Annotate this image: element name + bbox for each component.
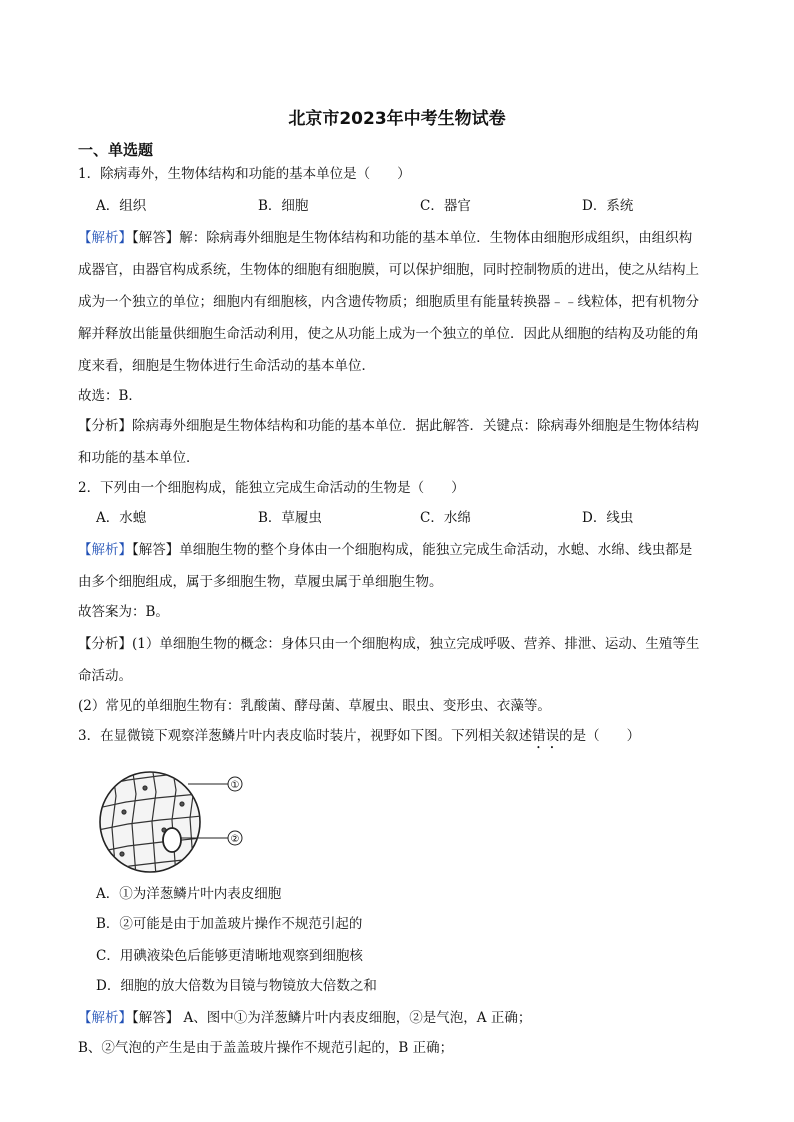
q1-option-d: D．系统 (582, 198, 634, 214)
q1-analysis: 【分析】除病毒外细胞是生物体结构和功能的基本单位．据此解答．关键点：除病毒外细胞是生物体结构 (78, 418, 699, 434)
q2-stem: 2．下列由一个细胞构成，能独立完成生命活动的生物是（ ） (78, 480, 465, 496)
analysis-tag: 【解析】 (78, 1010, 132, 1026)
q3-option-c: C．用碘液染色后能够更清晰地观察到细胞核 (96, 948, 363, 964)
q1-stem: 1．除病毒外，生物体结构和功能的基本单位是（ ） (78, 166, 411, 182)
q2-choice: 故答案为：B。 (78, 604, 169, 620)
q2-answer-line (78, 534, 750, 566)
q2-answer-text: 【解答】单细胞生物的整个身体由一个细胞构成，能独立完成生命活动，水螅、水绵、线虫都是 (132, 542, 693, 558)
q1-option-c: C．器官 (420, 198, 471, 214)
q1-answer-text: 【解答】解：除病毒外细胞是生物体结构和功能的基本单位．生物体由细胞形成组织，由组织构 (132, 230, 693, 246)
page-title: 北京市2023年中考生物试卷 (288, 109, 506, 129)
analysis-tag: 【解析】 (78, 542, 132, 558)
q2-answer-line: 由多个细胞组成，属于多细胞生物，草履虫属于单细胞生物。 (78, 574, 443, 590)
q3-option-d: D．细胞的放大倍数为目镜与物镜放大倍数之和 (96, 978, 377, 994)
q3-stem-text: 3．在显微镜下观察洋葱鳞片叶内表皮临时装片，视野如下图。下列相关叙述 (78, 728, 533, 744)
analysis-tag: 【解析】 (78, 230, 132, 246)
q3-answer-text: 【解答】 A、图中①为洋葱鳞片叶内表皮细胞，②是气泡，A 正确； (132, 1010, 532, 1026)
q1-option-b: B．细胞 (258, 198, 309, 214)
q2-option-a: A．水螅 (96, 510, 147, 526)
q3-stem (78, 720, 750, 752)
q3-answer-line (78, 1002, 750, 1034)
q1-answer-line: 成为一个独立的单位；细胞内有细胞核，内含遗传物质；细胞质里有能量转换器﹣﹣线粒体，把有机物分 (78, 294, 699, 310)
q3-option-a: A．①为洋葱鳞片叶内表皮细胞 (96, 886, 282, 902)
q2-analysis: 命活动。 (78, 668, 132, 684)
q1-answer-line: 解并释放出能量供细胞生命活动利用，使之从功能上成为一个独立的单位．因此从细胞的结构及功能的角 (78, 326, 699, 342)
q1-option-a: A．组织 (96, 198, 147, 214)
label-1: ① (230, 780, 240, 791)
q1-answer-line: 成器官，由器官构成系统，生物体的细胞有细胞膜，可以保护细胞，同时控制物质的进出，使之从结构上 (78, 262, 699, 278)
q3-answer-line: B、②气泡的产生是由于盖盖玻片操作不规范引起的，B 正确； (78, 1040, 454, 1056)
q2-analysis: 【分析】(1）单细胞生物的概念：身体只由一个细胞构成，独立完成呼吸、营养、排泄、运动、生殖等生 (78, 636, 700, 652)
onion-cell-micrograph (98, 766, 248, 876)
section-heading: 一、单选题 (78, 141, 154, 159)
q3-stem-emphasis: 错误 (532, 728, 560, 744)
q3-stem-end: 的是（ ） (559, 728, 641, 744)
q2-analysis: (2）常见的单细胞生物有：乳酸菌、酵母菌、草履虫、眼虫、变形虫、衣藻等。 (78, 698, 551, 714)
q2-option-c: C．水绵 (420, 510, 471, 526)
air-bubble (163, 828, 181, 852)
q1-analysis: 和功能的基本单位． (78, 450, 200, 466)
q1-choice: 故选：B． (78, 388, 142, 404)
q2-option-b: B．草履虫 (258, 510, 322, 526)
q3-option-b: B．②可能是由于加盖玻片操作不规范引起的 (96, 916, 363, 932)
q1-answer-line (78, 222, 750, 254)
q2-option-d: D．线虫 (582, 510, 634, 526)
label-2: ② (230, 834, 240, 845)
q1-answer-line: 度来看，细胞是生物体进行生命活动的基本单位． (78, 358, 375, 374)
